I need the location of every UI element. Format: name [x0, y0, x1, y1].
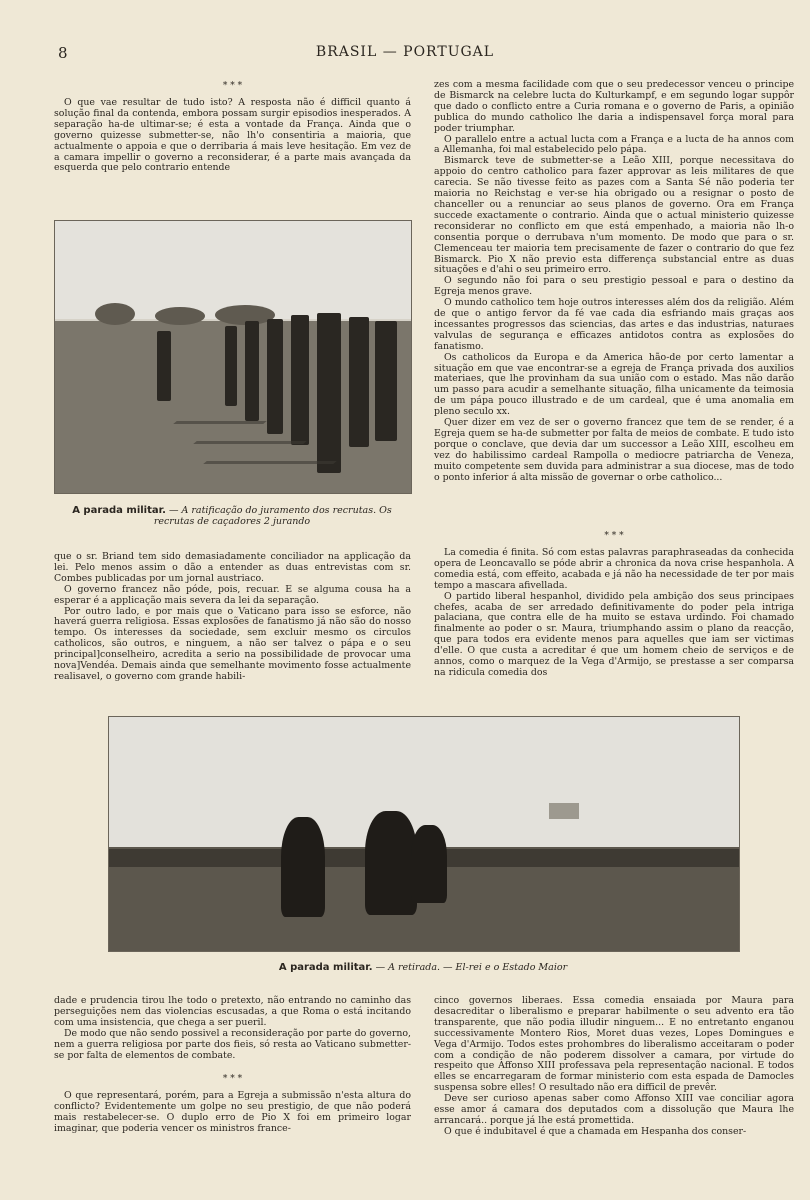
paragraph: que o sr. Briand tem sido demasiadamente conciliador na applicação da lei. Pelo menos assim o dão a entender as duas entrevistas com sr. Combes publicadas por um jornal austriaco.: [54, 551, 411, 584]
paragraph: Por outro lado, e por mais que o Vaticano para isso se esforce, não haverá guerra religiosa. Essas explosões de fanatismo já não são do nosso tempo. Os interesses da sociedade, sem excluir mesmo os circulos catholicos, são outros, e ninguem, a não ser talvez o pápa e o seu principal]conselheiro, acredita a serio na possibilidade de provocar uma nova]Vendéa. Demais ainda que semelhante movimento fosse actualmente realisavel, o governo com grande habili-: [54, 605, 411, 682]
photo-shadow: [193, 441, 307, 444]
caption-lead: A parada militar.: [72, 505, 166, 516]
photo-recruits-oath: [54, 220, 412, 494]
running-head: BRASIL — PORTUGAL: [315, 44, 495, 60]
photo-soldier: [291, 315, 309, 445]
photo-rider: [365, 811, 417, 915]
paragraph: O que vae resultar de tudo isto? A resposta não é difficil quanto á solução final da contenda, embora possam surgir episodios inesperados. A separação ha-de ultimar-se; é esta a vontade da França. Ainda que o governo quizesse submetter-se, não lh'o consentiria a maioria, que actualmente o appoia e que o derribaria á mais leve hesitação. Em vez de a camara impellir o governo a reconsiderar, é a parte mais avançada da esquerda que pelo contrario entende: [54, 97, 411, 174]
photo-rider: [411, 825, 447, 903]
photo-2-caption: [108, 962, 738, 973]
paragraph: La comedia é finita. Só com estas palavras paraphraseadas da conhecida opera de Leoncavallo se póde abrir a chronica da nova crise hespanhola. A comedia está, com effeito, acabada e já não ha necessidade de ter por mais tempo a mascara afivellada.: [434, 547, 794, 591]
photo-soldier: [225, 326, 237, 406]
paragraph: O governo francez não póde, pois, recuar. E se alguma cousa ha a esperar é a applicação mais severa da lei da separação.: [54, 583, 411, 606]
caption-text: — A retirada. — El-rei e o Estado Maior: [375, 962, 568, 973]
paragraph: De modo que não sendo possivel a reconsideração por parte do governo, nem a guerra religiosa por parte dos fieis, só resta ao Vaticano submetter-se por falta de elementos de combate.: [54, 1027, 411, 1061]
photo-shadow: [203, 461, 337, 464]
photo-rider: [281, 817, 325, 917]
photo-soldier: [245, 321, 259, 421]
paragraph: O partido liberal hespanhol, dividido pela ambição dos seus principaes chefes, acaba de ser arredado definitivamente do poder pela intriga palaciana, que contra elle de ha muito se estava urdindo. Foi chamado finalmente ao poder o sr. Maura, triumphando assim o plano da reacção, que para todos era evidente menos para aquelles que iam ser victimas d'elle. O que custa a acreditar é que um homem cheio de serviços e de annos, como o marquez de la Vega d'Armijo, se prestasse a ser comparsa na ridicula comedia dos: [434, 590, 794, 678]
paragraph: Os catholicos da Europa e da America hão-de por certo lamentar a situação em que vae encontrar-se a egreja de França privada dos auxilios materiaes, que lhe provinham da sua união com o estado. Mas não darão um passo para acudir a semelhante situação, filha unicamente da teimosia de um pápa pouco illustrado e de um cardeal, que é uma anomalia em pleno seculo xx.: [434, 351, 794, 418]
photo-tree: [95, 303, 135, 325]
paragraph: O parallelo entre a actual lucta com a França e a lucta de ha annos com a Allemanha, foi mal estabelecido pelo pápa.: [434, 133, 794, 156]
paragraph: O segundo não foi para o seu prestigio pessoal e para o destino da Egreja menos grave.: [434, 275, 794, 298]
paragraph: cinco governos liberaes. Essa comedia ensaiada por Maura para desacreditar o liberalismo e preparar habilmente o seu advento era tão transparente, que não podia illudir ninguem... E no entretanto enganou successivamente Montero Rios, Moret duas vezes, Lopes Domingues e Vega d'Armijo. Todos estes prohombres do liberalismo acceitaram o poder com a condição de não poderem dissolver a camara, por virtude do respeito que Affonso XIII professava pela representação nacional. E todos elles se encarregaram de formar ministerio com esta espada de Damocles suspensa sobre elles! O resultado não era difficil de prevêr.: [434, 995, 794, 1094]
column-1-middle: [54, 552, 411, 683]
section-stars: * * *: [222, 81, 243, 91]
page-number: 8: [58, 44, 68, 62]
photo-king-and-staff: [108, 716, 740, 952]
column-2-top: [434, 80, 794, 484]
column-2-bottom: [434, 996, 794, 1138]
paragraph: Bismarck teve de submetter-se a Leão XIII, porque necessitava do appoio do centro catholico para fazer approvar as leis militares de que carecia. Se não tivesse feito as pazes com a Santa Sé não poderia ter maioria no Reichstag e ver-se hia obrigado ou a resignar o posto de chanceller ou a renunciar ao seus planos de governo. Ora em França succede exactamente o contrario. Ainda que o actual ministerio quizesse reconsiderar no conflicto em que está empenhado, a maioria não lh-o consentia porque o derrubava n'um momento. De modo que para o sr. Clemenceau ter maioria tem precisamente de fazer o contrario do que fez Bismarck. Pio X não previo esta differença substancial entre as duas situações e d'ahi o seu primeiro erro.: [434, 155, 794, 276]
photo-building: [549, 803, 579, 819]
paragraph: O que representará, porém, para a Egreja a submissão n'esta altura do conflicto? Evidentemente um golpe no seu prestigio, de que não poderá mais restabelecer-se. O duplo erro de Pio X foi em primeiro logar imaginar, que poderia vencer os ministros france-: [54, 1090, 411, 1135]
photo-soldier: [375, 321, 397, 441]
paragraph: zes com a mesma facilidade com que o seu predecessor venceu o principe de Bismarck na celebre lucta do Kulturkampf, e em segundo logar suppôr que dado o conflicto entre a Curia romana e o governo de Paris, a opinião publica do mundo catholico lhe daria a indispensavel força moral para poder triumphar.: [434, 79, 794, 134]
photo-officer: [157, 331, 171, 401]
photo-1-caption: [54, 505, 410, 527]
paragraph: O mundo catholico tem hoje outros interesses além dos da religião. Além de que o antigo fervor da fé vae cada dia esfriando mais graças aos incessantes progressos das sciencias, das artes e das industrias, naturaes valvulas de segurança e efficazes antidotos contra as explosões do fanatismo.: [434, 297, 794, 352]
column-2-middle: [434, 530, 794, 679]
photo-soldier: [349, 317, 369, 447]
caption-text: — A ratificação do juramento dos recrutas. Os recrutas de caçadores 2 jurando: [153, 505, 392, 527]
section-stars: * * *: [222, 1074, 243, 1085]
paragraph: Quer dizer em vez de ser o governo francez que tem de se render, é a Egreja quem se ha-de submetter por falta de meios de combate. E tudo isto porque o conclave, que devia dar um successor a Leão XIII, escolheu em vez do habilissimo cardeal Rampolla o mediocre patriarcha de Veneza, muito competente sem duvida para administrar a sua diocese, mas de todo o ponto inferior á alta missão de governar o orbe catholico...: [434, 417, 794, 483]
photo-soldier: [317, 313, 341, 473]
column-1-bottom: [54, 996, 411, 1135]
paragraph: Deve ser curioso apenas saber como Affonso XIII vae conciliar agora esse amor á camara dos deputados com a dissolução que Maura lhe arrancará.. porque já lhe está promettida.: [434, 1093, 794, 1126]
paragraph: dade e prudencia tirou lhe todo o pretexto, não entrando no caminho das perseguições nem das violencias escusadas, a que Roma o está incitando com uma insistencia, que chega a ser pueril.: [54, 995, 411, 1028]
photo-tree: [155, 307, 205, 325]
photo-soldier: [267, 319, 283, 434]
photo-shadow: [173, 421, 267, 424]
section-stars: * * *: [604, 531, 624, 541]
column-1-top: [54, 80, 411, 174]
paragraph: O que é indubitavel é que a chamada em Hespanha dos conser-: [444, 1125, 747, 1137]
caption-lead: A parada militar.: [278, 962, 373, 973]
